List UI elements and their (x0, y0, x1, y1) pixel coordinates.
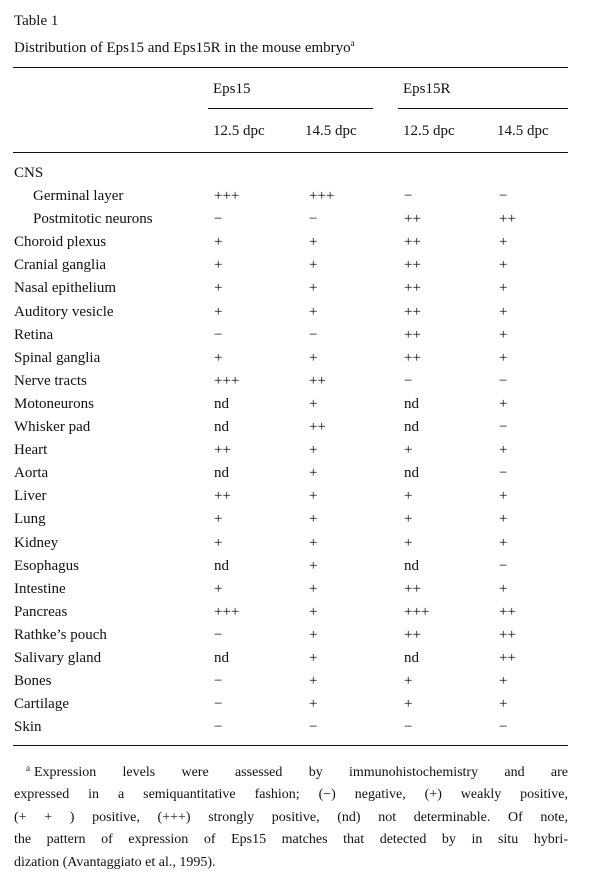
table-cell: + (499, 511, 508, 528)
table-cell: + (309, 534, 318, 551)
table-cell: ++ (214, 442, 231, 459)
table-cell: − (404, 372, 413, 389)
table-row (0, 485, 600, 508)
table-cell: − (214, 211, 223, 228)
row-label: Motoneurons (14, 395, 94, 412)
table-cell: + (309, 395, 318, 412)
row-label: Bones (14, 673, 52, 690)
table-row (0, 370, 600, 393)
table-row (0, 185, 600, 208)
table-cell: − (214, 719, 223, 736)
column-header-eps15r-14-5: 14.5 dpc (497, 123, 549, 139)
table-row (0, 301, 600, 324)
table-cell: + (214, 257, 223, 274)
table-cell: + (214, 349, 223, 366)
table-caption-text: Distribution of Eps15 and Eps15R in the mouse embryo (14, 40, 351, 56)
table-cell: ++ (499, 211, 516, 228)
table-cell: − (214, 696, 223, 713)
group-header-eps15: Eps15 (213, 81, 251, 97)
table-cell: ++ (499, 649, 516, 666)
table-cell: + (499, 234, 508, 251)
row-label: Cartilage (14, 696, 69, 713)
row-label: Germinal layer (33, 188, 124, 205)
table-top-rule (13, 67, 568, 68)
table-cell: − (309, 326, 318, 343)
row-label: Cranial ganglia (14, 257, 107, 274)
table-cell: nd (214, 419, 229, 436)
table-cell: + (214, 303, 223, 320)
table-row (0, 277, 600, 300)
table-cell: nd (214, 395, 229, 412)
table-cell: + (499, 673, 508, 690)
table-cell: + (404, 488, 413, 505)
table-row (0, 670, 600, 693)
table-cell: + (404, 511, 413, 528)
table-row (0, 208, 600, 231)
table-row (0, 393, 600, 416)
table-cell: + (499, 280, 508, 297)
row-label: Choroid plexus (14, 234, 107, 251)
table-cell: + (499, 395, 508, 412)
table-cell: + (214, 534, 223, 551)
row-label: Kidney (14, 534, 59, 551)
column-header-eps15r-12-5: 12.5 dpc (403, 123, 455, 139)
group-header-eps15r: Eps15R (403, 81, 451, 97)
table-cell: + (499, 326, 508, 343)
row-label: Nasal epithelium (14, 280, 117, 297)
table-row (0, 693, 600, 716)
table-row (0, 555, 600, 578)
table-cell: nd (214, 649, 229, 666)
row-label: Postmitotic neurons (33, 211, 153, 228)
table-cell: − (499, 372, 508, 389)
row-label: Auditory vesicle (14, 303, 114, 320)
table-cell: nd (404, 419, 419, 436)
table-cell: ++ (404, 303, 421, 320)
table-cell: ++ (404, 580, 421, 597)
table-bottom-rule (13, 745, 568, 746)
table-cell: ++ (404, 280, 421, 297)
table-cell: + (309, 280, 318, 297)
column-header-eps15-12-5: 12.5 dpc (213, 123, 265, 139)
footnote-text: the pattern of expression of Eps15 matches that detected by in situ hybri- (14, 832, 568, 848)
table-cell: − (499, 188, 508, 205)
table-cell: nd (404, 465, 419, 482)
table-row (0, 231, 600, 254)
row-label: Intestine (14, 580, 66, 597)
table-cell: − (404, 719, 413, 736)
table-cell: + (404, 673, 413, 690)
caption-footnote-marker: a (350, 38, 355, 48)
table-cell: + (309, 626, 318, 643)
table-cell: + (499, 696, 508, 713)
table-row (0, 716, 600, 739)
table-row (0, 532, 600, 555)
table-cell: + (499, 488, 508, 505)
table-cell: + (499, 257, 508, 274)
footnote-text: dization (Avantaggiato et al., 1995). (14, 854, 216, 870)
table-cell: − (499, 557, 508, 574)
table-cell: + (309, 442, 318, 459)
table-row (0, 162, 600, 185)
table-cell: +++ (309, 188, 335, 205)
table-cell: − (214, 626, 223, 643)
table-row (0, 578, 600, 601)
row-label: CNS (14, 165, 44, 181)
table-cell: + (309, 673, 318, 690)
row-label: Skin (14, 719, 42, 736)
table-row (0, 254, 600, 277)
table-cell: nd (404, 557, 419, 574)
row-label: Whisker pad (14, 419, 91, 436)
row-label: Pancreas (14, 603, 68, 620)
table-body (0, 162, 600, 739)
footnote-line (14, 852, 568, 874)
row-label: Liver (14, 488, 47, 505)
table-cell: − (499, 465, 508, 482)
table-cell: + (499, 442, 508, 459)
table-cell: +++ (214, 603, 240, 620)
table-label: Table 1 (14, 13, 59, 29)
table-cell: + (309, 580, 318, 597)
table-cell: + (309, 649, 318, 666)
footnote-line (14, 784, 568, 806)
table-cell: − (214, 326, 223, 343)
table-cell: − (404, 188, 413, 205)
table-cell: + (309, 257, 318, 274)
table-cell: ++ (404, 326, 421, 343)
table-cell: + (214, 234, 223, 251)
table-cell: ++ (404, 257, 421, 274)
table-cell: ++ (404, 234, 421, 251)
table-cell: − (309, 211, 318, 228)
table-cell: − (499, 419, 508, 436)
row-label: Lung (14, 511, 46, 528)
table-cell: ++ (404, 626, 421, 643)
footnote-line (14, 757, 568, 784)
row-label: Retina (14, 326, 54, 343)
group-rule-eps15 (208, 108, 373, 109)
table-cell: +++ (214, 372, 240, 389)
table-cell: +++ (404, 603, 430, 620)
table-cell: + (499, 580, 508, 597)
row-label: Salivary gland (14, 649, 102, 666)
table-row (0, 416, 600, 439)
table-cell: nd (404, 395, 419, 412)
table-cell: ++ (309, 419, 326, 436)
table-cell: + (309, 488, 318, 505)
table-row (0, 439, 600, 462)
table-cell: − (214, 673, 223, 690)
table-row (0, 508, 600, 531)
row-label: Rathke’s pouch (14, 626, 107, 643)
table-cell: ++ (499, 626, 516, 643)
table-cell: + (404, 442, 413, 459)
table-cell: + (309, 696, 318, 713)
table-cell: + (214, 280, 223, 297)
table-cell: − (309, 719, 318, 736)
table-row (0, 601, 600, 624)
row-label: Heart (14, 442, 48, 459)
table-cell: − (499, 719, 508, 736)
footnote-marker: a (26, 763, 30, 773)
table-cell: + (404, 534, 413, 551)
footnote-line (14, 807, 568, 829)
table-cell: + (214, 511, 223, 528)
group-rule-eps15r (398, 108, 568, 109)
row-label: Aorta (14, 465, 49, 482)
row-label: Nerve tracts (14, 372, 87, 389)
table-row (0, 624, 600, 647)
table-row (0, 347, 600, 370)
table-row (0, 324, 600, 347)
table-cell: + (309, 234, 318, 251)
table-cell: ++ (309, 372, 326, 389)
table-cell: + (309, 465, 318, 482)
table-cell: nd (214, 465, 229, 482)
table-cell: + (499, 534, 508, 551)
table-cell: + (309, 303, 318, 320)
table-header-rule (13, 152, 568, 153)
footnote-text: (+ + ) positive, (+++) strongly positive, (nd) not determinable. Of note, (14, 809, 568, 825)
column-header-eps15-14-5: 14.5 dpc (305, 123, 357, 139)
table-cell: + (309, 557, 318, 574)
table-cell: + (404, 696, 413, 713)
footnote-text: expressed in a semiquantitative fashion; (−) negative, (+) weakly positive, (14, 787, 568, 803)
table-cell: + (499, 303, 508, 320)
table-cell: ++ (404, 211, 421, 228)
table-cell: nd (404, 649, 419, 666)
footnote-line (14, 829, 568, 851)
table-row (0, 647, 600, 670)
footnote-text: Expression levels were assessed by immunohistochemistry and are (34, 765, 568, 780)
row-label: Spinal ganglia (14, 349, 101, 366)
table-cell: ++ (499, 603, 516, 620)
table-cell: + (309, 349, 318, 366)
table-cell: + (309, 511, 318, 528)
table-caption (14, 34, 355, 57)
table-cell: + (309, 603, 318, 620)
table-cell: ++ (404, 349, 421, 366)
row-label: Esophagus (14, 557, 79, 574)
table-row (0, 462, 600, 485)
table-cell: + (499, 349, 508, 366)
table-cell: nd (214, 557, 229, 574)
table-cell: ++ (214, 488, 231, 505)
table-cell: + (214, 580, 223, 597)
table-cell: +++ (214, 188, 240, 205)
table-footnote (14, 757, 568, 874)
